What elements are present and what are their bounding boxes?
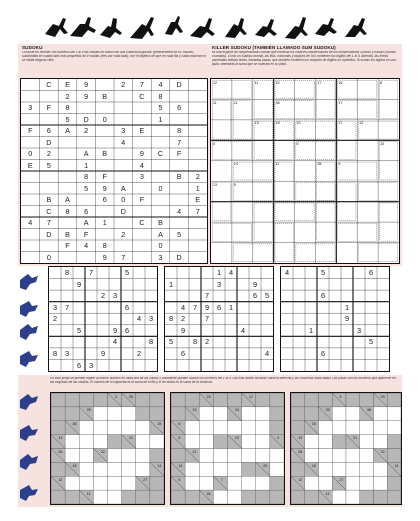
grid-cell[interactable]: E: [27, 160, 33, 170]
grid-cell[interactable]: 1: [102, 218, 107, 228]
grid-cell[interactable]: 8: [168, 314, 174, 324]
grid-cell[interactable]: A: [65, 126, 70, 136]
kakuro-clue: 21: [192, 450, 197, 454]
kakuro-clue: 17: [248, 394, 253, 399]
kakuro-clue: 24: [234, 408, 239, 413]
grid-cell[interactable]: 3: [356, 325, 362, 335]
grid-cell[interactable]: 5: [320, 268, 326, 278]
cage-sum: 11: [213, 100, 217, 105]
cage-sum: 11: [254, 80, 259, 85]
grid-cell[interactable]: 4: [139, 160, 144, 170]
grid-cell[interactable]: 1: [168, 279, 174, 289]
grid-cell[interactable]: C: [157, 149, 164, 159]
grid-cell[interactable]: 2: [100, 291, 106, 301]
cage-sum: 6: [296, 141, 299, 146]
grid-cell[interactable]: F: [83, 229, 89, 239]
grid-cell[interactable]: 2: [195, 172, 200, 182]
grid-cell[interactable]: 2: [65, 91, 70, 101]
grid-cell[interactable]: 5: [124, 268, 130, 278]
hexadoku-grid: [20, 78, 208, 264]
grid-cell[interactable]: 3: [121, 126, 126, 136]
grid-cell[interactable]: 9: [112, 325, 118, 335]
kakuro-clue: 6: [178, 422, 181, 427]
grid-cell[interactable]: 6: [177, 103, 182, 113]
grid-cell[interactable]: A: [65, 195, 70, 205]
grid-cell[interactable]: A: [83, 149, 89, 159]
grid-cell[interactable]: 9: [252, 279, 258, 289]
grid-cell[interactable]: C: [139, 91, 145, 101]
grid-cell[interactable]: 4: [228, 268, 234, 278]
kakuro-clue: 21: [353, 436, 358, 441]
grid-cell[interactable]: D: [176, 80, 182, 90]
grid-cell[interactable]: C: [46, 80, 52, 90]
grid-cell[interactable]: 1: [84, 160, 89, 170]
kakuro-clue: 23: [206, 394, 211, 399]
grid-cell[interactable]: 4: [136, 314, 142, 324]
grid-cell[interactable]: E: [195, 195, 201, 205]
kakuro-clue: 13: [58, 436, 63, 441]
killer-sudoku-instructions: es una especie de rompecabezas híbrido que combina los mejores características de los rompecabezas Sudoku y Kakuro (sumas cruzadas). Como un Sudoku normal, las filas, columnas y bloques de 3x3 contienen los dígitos del 1 al 9. Además, las líneas punteadas indican áreas, llamadas jaulas, que también contienen un conjunto de dígitos no repetidos. Si sumas los dígitos en una jaula, obtendrás la suma que se muestra en su pista.: [212, 51, 396, 66]
cage-sum: 12: [213, 80, 217, 85]
grid-cell[interactable]: 8: [84, 172, 89, 182]
grid-cell[interactable]: 5: [264, 291, 270, 301]
grid-cell[interactable]: 4: [28, 218, 33, 228]
grid-cell[interactable]: 4: [264, 348, 270, 358]
sudoku-instructions: Consiste en rellenar con números del 1 al 9 las casillas en blanco de una cuadrícula grande, generalmente de 81 casillas, subdividida en cuadrículas más pequeñas de 9 casillas (tres por cada lado), con el objetivo de que en cada fila y cada columna no se repita ninguna cifra.: [22, 51, 206, 62]
grid-cell[interactable]: 6: [320, 348, 326, 358]
kakuro-clue: 21: [128, 436, 133, 441]
kakuro-clue: 27: [339, 477, 344, 482]
grid-cell[interactable]: 0: [28, 149, 33, 159]
cage-sum: 11: [233, 100, 238, 105]
grid-cell[interactable]: A: [158, 229, 163, 239]
grid-cell[interactable]: 8: [158, 91, 163, 101]
kakuro-clue: 7: [220, 477, 223, 482]
grid-cell[interactable]: 2: [121, 229, 126, 239]
grid-cell[interactable]: 9: [100, 348, 106, 358]
kakuro-clue: 14: [394, 463, 399, 468]
grid-cell[interactable]: 2: [180, 314, 186, 324]
kakuro-clue: 12: [58, 477, 63, 482]
kakuro-clue: 5: [178, 477, 181, 482]
grid-cell[interactable]: 3: [158, 252, 163, 262]
grid-cell[interactable]: 4: [84, 241, 89, 251]
grid-cell[interactable]: 6: [102, 195, 107, 205]
grid-cell[interactable]: 3: [28, 103, 33, 113]
kakuro-clue: 20: [263, 463, 268, 468]
grid-cell[interactable]: 3: [52, 302, 58, 312]
grid-cell[interactable]: 6: [46, 126, 51, 136]
grid-cell[interactable]: 8: [65, 103, 70, 113]
grid-cell[interactable]: 6: [252, 291, 258, 301]
cage-sum: 17: [338, 121, 343, 126]
grid-cell[interactable]: B: [65, 229, 70, 239]
grid-cell[interactable]: 9: [204, 302, 210, 312]
grid-cell[interactable]: 6: [124, 302, 130, 312]
grid-cell[interactable]: F: [28, 126, 33, 136]
ninja-header-illustration: [40, 14, 370, 42]
grid-cell[interactable]: 1: [344, 302, 350, 312]
cage-sum: 11: [275, 162, 280, 167]
sudoku-grid-3: [280, 266, 390, 372]
kakuro-clue: 36: [366, 408, 371, 413]
grid-cell[interactable]: 1: [216, 268, 222, 278]
cage-sum: 10: [296, 121, 301, 126]
killer-sudoku-grid: [210, 78, 400, 264]
grid-cell[interactable]: 8: [102, 241, 107, 251]
grid-cell[interactable]: 2: [136, 348, 142, 358]
grid-cell[interactable]: 7: [64, 302, 70, 312]
grid-cell[interactable]: F: [102, 172, 107, 182]
cage-sum: 14: [233, 162, 238, 167]
grid-cell[interactable]: 5: [65, 114, 70, 124]
grid-cell[interactable]: B: [46, 195, 52, 205]
grid-cell[interactable]: 6: [124, 325, 130, 335]
cage-sum: 16: [275, 121, 280, 126]
grid-cell[interactable]: 1: [308, 325, 314, 335]
kakuro-clue: 14: [178, 463, 183, 468]
kakuro-clue: 22: [380, 450, 385, 454]
kakuro-clue: 16: [72, 463, 77, 468]
grid-cell[interactable]: F: [139, 195, 145, 205]
grid-cell[interactable]: 4: [177, 206, 182, 216]
grid-cell[interactable]: 3: [139, 172, 144, 182]
cage-sum: 22: [275, 80, 280, 85]
grid-cell[interactable]: 8: [177, 126, 182, 136]
cage-sum: 12: [359, 121, 364, 126]
grid-cell[interactable]: 0: [121, 195, 126, 205]
grid-cell[interactable]: 4: [112, 337, 118, 347]
kakuro-clue: 22: [100, 450, 105, 454]
side-ninja-decoration-icon: [18, 272, 40, 372]
grid-cell[interactable]: 3: [216, 279, 222, 289]
kakuro-clue: 10: [234, 436, 239, 441]
grid-cell[interactable]: 6: [320, 291, 326, 301]
kakuro-grid-2: [170, 392, 285, 505]
grid-cell[interactable]: D: [83, 114, 89, 124]
grid-cell[interactable]: 5: [76, 325, 82, 335]
grid-cell[interactable]: 2: [204, 337, 210, 347]
grid-cell[interactable]: 8: [192, 337, 198, 347]
kakuro-clue: 11: [325, 491, 330, 496]
grid-cell[interactable]: 7: [192, 302, 198, 312]
grid-cell[interactable]: 3: [112, 291, 118, 301]
grid-cell[interactable]: 9: [102, 183, 107, 193]
grid-cell[interactable]: 8: [65, 206, 70, 216]
grid-cell[interactable]: 4: [121, 137, 126, 147]
grid-cell[interactable]: 8: [52, 348, 58, 358]
kakuro-clue: 25: [86, 408, 91, 413]
cage-sum: 17: [338, 100, 343, 105]
kakuro-clue: 29: [380, 394, 385, 399]
grid-cell[interactable]: C: [139, 218, 145, 228]
cage-sum: 17: [317, 80, 322, 85]
kakuro-clue: 28: [58, 450, 63, 454]
grid-cell[interactable]: 0: [102, 114, 107, 124]
kakuro-clue: 25: [325, 408, 330, 413]
grid-cell[interactable]: 1: [228, 302, 234, 312]
grid-cell[interactable]: 9: [344, 314, 350, 324]
grid-cell[interactable]: 7: [121, 252, 126, 262]
grid-cell[interactable]: C: [46, 206, 52, 216]
kakuro-instructions: En este juego se pueden repetir al mismo número en cada una de las sumas y solamente pueden usarse los números del 1 al 9. Las filas deben sumarse hacia la derecha y las columnas hacia abajo. Las pistas son los números que aparecen en las esquinas de las casillas. El número de la izquierda es la suma de la fila y el de arriba es la suma de la columna.: [50, 377, 396, 384]
grid-cell[interactable]: 5: [46, 160, 51, 170]
grid-cell[interactable]: 2: [84, 126, 89, 136]
grid-cell[interactable]: 9: [180, 325, 186, 335]
cage-sum: 15: [254, 121, 259, 126]
grid-cell[interactable]: 4: [158, 80, 163, 90]
grid-cell[interactable]: 7: [204, 291, 210, 301]
kakuro-clue: 14: [157, 463, 162, 468]
grid-cell[interactable]: 7: [88, 268, 94, 278]
grid-cell[interactable]: 0: [46, 252, 51, 262]
cage-sum: 5: [213, 141, 215, 146]
grid-cell[interactable]: 0: [158, 183, 163, 193]
grid-cell[interactable]: 2: [121, 80, 126, 90]
ninja-silhouettes-icon: [40, 14, 370, 42]
kakuro-clue: 9: [277, 436, 280, 441]
cage-sum: 13: [213, 182, 217, 187]
grid-cell[interactable]: E: [139, 126, 145, 136]
kakuro-grid-1: [50, 392, 165, 505]
cage-sum: 9: [338, 162, 341, 167]
kakuro-clue: 12: [298, 477, 303, 482]
grid-cell[interactable]: 6: [216, 302, 222, 312]
grid-cell[interactable]: 7: [177, 137, 182, 147]
grid-cell[interactable]: F: [46, 103, 52, 113]
kakuro-clue: 29: [128, 394, 133, 399]
sudoku-grid-1: [48, 266, 158, 372]
grid-cell[interactable]: B: [102, 91, 108, 101]
grid-cell[interactable]: 7: [46, 218, 51, 228]
kakuro-clue: 16: [311, 463, 316, 468]
killer-sudoku-title: KILLER SUDOKU (TAMBIÉN LLAMADO SUM SUDOKU): [212, 45, 336, 50]
cage-sum: 8: [380, 80, 383, 85]
kakuro-clue: 28: [298, 450, 303, 454]
grid-cell[interactable]: 5: [177, 229, 182, 239]
grid-cell[interactable]: 4: [284, 268, 290, 278]
grid-cell[interactable]: D: [46, 229, 52, 239]
grid-cell[interactable]: 3: [148, 314, 154, 324]
grid-cell[interactable]: B: [102, 149, 108, 159]
grid-cell[interactable]: 9: [84, 91, 89, 101]
kakuro-clue: 8: [178, 436, 181, 441]
cage-sum: 10: [380, 141, 385, 146]
grid-cell[interactable]: 7: [204, 314, 210, 324]
grid-cell[interactable]: A: [120, 183, 126, 193]
grid-cell[interactable]: 7: [195, 206, 200, 216]
sudoku-grid-2: [164, 266, 274, 372]
grid-cell[interactable]: 1: [158, 114, 163, 124]
cage-sum: 28: [317, 162, 322, 167]
kakuro-grid-3: [290, 392, 402, 505]
kakuro-clue: 3: [339, 394, 342, 399]
grid-cell[interactable]: F: [176, 149, 182, 159]
grid-cell[interactable]: 5: [158, 103, 163, 113]
grid-cell[interactable]: D: [46, 137, 52, 147]
grid-cell[interactable]: 5: [168, 337, 174, 347]
cage-sum: 5: [233, 182, 236, 187]
cage-sum: 36: [275, 100, 280, 105]
grid-cell[interactable]: A: [83, 218, 89, 228]
cage-sum: 16: [338, 80, 343, 85]
grid-cell[interactable]: F: [65, 241, 70, 251]
grid-cell[interactable]: 0: [158, 241, 163, 251]
grid-cell[interactable]: 4: [240, 325, 246, 335]
grid-cell[interactable]: D: [120, 206, 126, 216]
side-ninja-decoration-bottom-icon: [18, 390, 40, 510]
grid-cell[interactable]: 2: [52, 314, 58, 324]
grid-cell[interactable]: 6: [180, 348, 186, 358]
kakuro-clue: 26: [206, 491, 211, 496]
grid-cell[interactable]: D: [176, 252, 182, 262]
grid-cell[interactable]: 2: [46, 149, 51, 159]
kakuro-clue: 3: [114, 394, 117, 399]
grid-cell[interactable]: 6: [76, 360, 82, 370]
kakuro-clue: 19: [192, 408, 197, 413]
grid-cell[interactable]: 5: [84, 183, 89, 193]
grid-cell[interactable]: 4: [180, 302, 186, 312]
grid-cell[interactable]: 6: [368, 268, 374, 278]
grid-cell[interactable]: B: [158, 218, 163, 228]
sudoku-title: SUDOKU: [22, 45, 43, 50]
kakuro-clue: 27: [143, 477, 148, 482]
grid-cell[interactable]: 9: [102, 252, 107, 262]
kakuro-clue: 15: [157, 422, 162, 427]
grid-cell[interactable]: 8: [64, 268, 70, 278]
grid-cell[interactable]: 9: [139, 149, 144, 159]
grid-cell[interactable]: 3: [64, 348, 70, 358]
grid-cell[interactable]: 8: [148, 337, 154, 347]
kakuro-clue: 13: [298, 436, 303, 441]
kakuro-clue: 15: [311, 422, 316, 427]
kakuro-clue: 36: [72, 422, 77, 427]
grid-cell[interactable]: 5: [368, 337, 374, 347]
grid-cell[interactable]: 6: [84, 206, 89, 216]
grid-cell[interactable]: 1: [195, 183, 200, 193]
grid-cell[interactable]: 7: [139, 80, 144, 90]
grid-cell[interactable]: 9: [84, 80, 89, 90]
grid-cell[interactable]: B: [176, 172, 182, 182]
grid-cell[interactable]: E: [65, 80, 70, 90]
kakuro-clue: 11: [86, 491, 91, 496]
grid-cell[interactable]: 3: [88, 360, 94, 370]
grid-cell[interactable]: 9: [76, 279, 82, 289]
